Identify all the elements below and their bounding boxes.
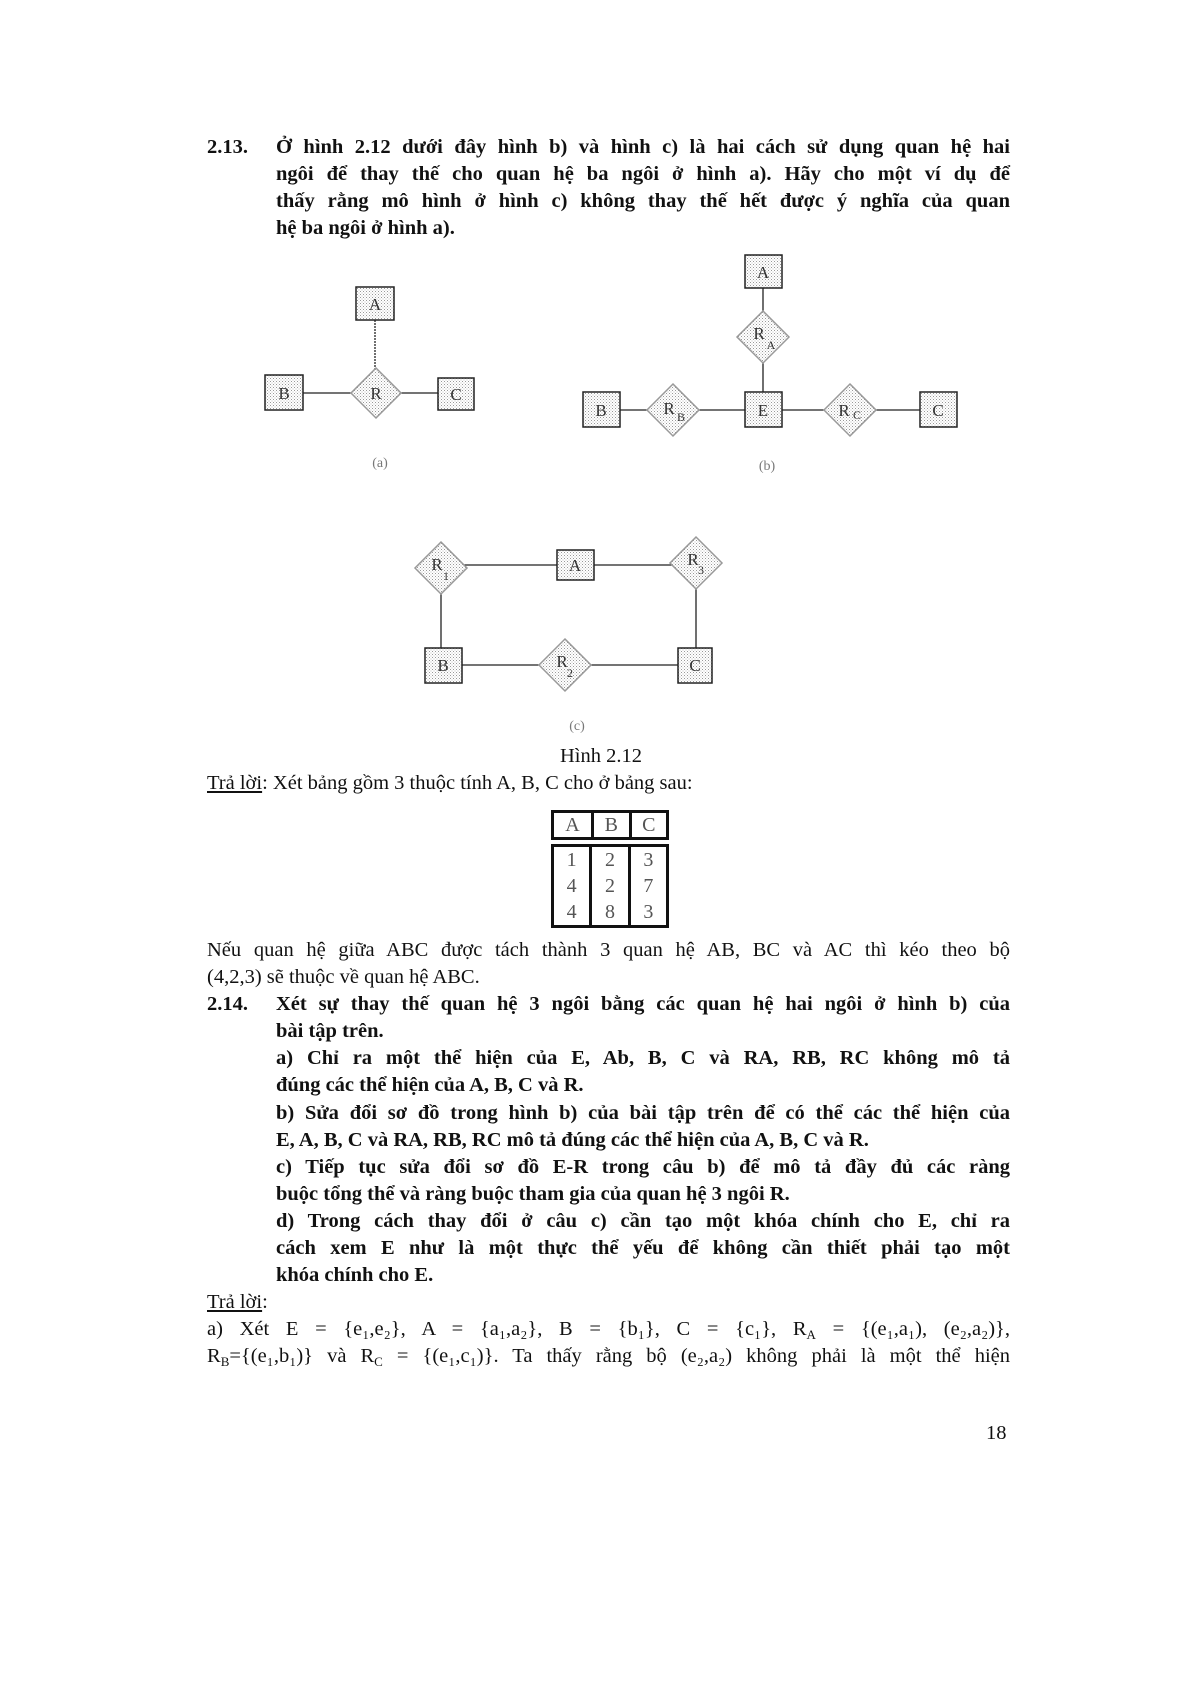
answer-text-line: [207, 1317, 1010, 1341]
exercise-text-line: Xét sự thay thế quan hệ 3 ngôi bằng các quan hệ hai ngôi ở hình b) của: [276, 993, 1010, 1015]
entity-label: C: [932, 401, 944, 420]
table-row: [553, 899, 668, 927]
text-segment: R: [207, 1345, 221, 1367]
table-cell: 3: [629, 899, 667, 927]
table-cell: 8: [591, 899, 629, 927]
exercise-text-line: cách xem E như là một thực thể yếu để không cần thiết phải tạo một: [276, 1237, 1010, 1259]
entity-label: B: [278, 384, 290, 403]
relationship-subscript: 3: [698, 563, 704, 577]
exercise-number: 2.14.: [207, 993, 248, 1015]
exercise-text-line: b) Sửa đổi sơ đồ trong hình b) của bài tập trên để có thể các thể hiện của: [276, 1102, 1010, 1124]
subscript: B: [220, 1354, 230, 1369]
figure-sublabel: (b): [758, 459, 776, 474]
table-cell: 3: [629, 846, 667, 874]
relationship-label: R: [663, 399, 675, 418]
text-segment: = {(e₁,c₁)}. Ta thấy rằng bộ (e₂,a₂) không phải là một thể hiện: [382, 1345, 1011, 1367]
exercise-text-line: buộc tổng thể và ràng buộc tham gia của quan hệ 3 ngôi R.: [276, 1183, 790, 1205]
answer-text: : Xét bảng gồm 3 thuộc tính A, B, C cho ở bảng sau:: [262, 772, 693, 794]
relationship-subscript: B: [676, 410, 686, 424]
table-cell: 7: [629, 873, 667, 899]
exercise-text-line: đúng các thể hiện của A, B, C và R.: [276, 1074, 584, 1096]
table-header: C: [630, 812, 668, 839]
exercise-text-line: khóa chính cho E.: [276, 1264, 434, 1286]
relationship-subscript: A: [766, 338, 776, 352]
page-number: 18: [986, 1422, 1007, 1444]
subscript: C: [374, 1354, 383, 1369]
figure-caption: Hình 2.12: [560, 745, 642, 767]
conclusion-line: (4,2,3) sẽ thuộc về quan hệ ABC.: [207, 966, 480, 988]
answer-line: [207, 771, 693, 795]
table-row: [553, 873, 668, 899]
table-header: B: [593, 812, 630, 839]
relationship-subscript: 1: [443, 569, 449, 583]
answer-colon: :: [262, 1291, 268, 1313]
relationship-label: R: [753, 324, 765, 343]
subscript: A: [806, 1327, 816, 1342]
entity-label: C: [689, 656, 701, 675]
table-cell: 1: [553, 846, 591, 874]
entity-label: B: [437, 656, 449, 675]
exercise-text-line: thấy rằng mô hình ở hình c) không thay thế hết được ý nghĩa của quan: [276, 190, 1010, 212]
text-segment: ={(e₁,b₁)} và R: [229, 1345, 375, 1367]
exercise-text-line: a) Chỉ ra một thể hiện của E, Ab, B, C và RA, RB, RC không mô tả: [276, 1047, 1010, 1069]
relationship-label: R: [556, 652, 568, 671]
figure-sublabel: (c): [569, 719, 585, 734]
er-diagrams: [0, 0, 1192, 780]
relationship-label: R: [687, 550, 699, 569]
entity-label: A: [368, 295, 382, 314]
relationship-label: R: [431, 555, 443, 574]
answer-line: [207, 1290, 268, 1314]
figure-sublabel: (a): [372, 456, 388, 471]
relationship-label: R: [370, 384, 382, 403]
text-segment: = {(e₁,a₁), (e₂,a₂)},: [815, 1318, 1011, 1340]
answer-text-line: [207, 1344, 1010, 1368]
table-cell: 4: [553, 899, 591, 927]
text-segment: a) Xét E = {e₁,e₂}, A = {a₁,a₂}, B = {b₁}, C = {c₁}, R: [207, 1318, 807, 1340]
exercise-number: 2.13.: [207, 136, 248, 158]
exercise-text-line: c) Tiếp tục sửa đổi sơ đồ E-R trong câu b) để mô tả đầy đủ các ràng: [276, 1156, 1010, 1178]
table-cell: 4: [553, 873, 591, 899]
exercise-text-line: E, A, B, C và RA, RB, RC mô tả đúng các thể hiện của A, B, C và R.: [276, 1129, 869, 1151]
entity-label: A: [756, 263, 770, 282]
entity-label: B: [595, 401, 607, 420]
relationship-subscript: C: [852, 408, 862, 422]
relationship-subscript: 2: [567, 666, 573, 680]
entity-label: A: [568, 556, 582, 575]
relationship-label: R: [838, 401, 850, 420]
exercise-text-line: Ở hình 2.12 dưới đây hình b) và hình c) là hai cách sử dụng quan hệ hai: [276, 136, 1010, 158]
exercise-text-line: hệ ba ngôi ở hình a).: [276, 217, 455, 239]
conclusion-line: Nếu quan hệ giữa ABC được tách thành 3 quan hệ AB, BC và AC thì kéo theo bộ: [207, 939, 1010, 961]
table-row: [553, 846, 668, 874]
exercise-text-line: bài tập trên.: [276, 1020, 384, 1042]
entity-label: E: [757, 401, 769, 420]
entity-label: C: [450, 385, 462, 404]
abc-table: [551, 810, 669, 928]
table-cell: 2: [591, 873, 629, 899]
table-cell: 2: [591, 846, 629, 874]
exercise-text-line: ngôi để thay thế cho quan hệ ba ngôi ở hình a). Hãy cho một ví dụ để: [276, 163, 1010, 185]
exercise-text-line: d) Trong cách thay đổi ở câu c) cần tạo một khóa chính cho E, chỉ ra: [276, 1210, 1010, 1232]
table-header: A: [553, 812, 593, 839]
answer-label: Trả lời: [207, 772, 263, 794]
answer-label: Trả lời: [207, 1291, 263, 1313]
